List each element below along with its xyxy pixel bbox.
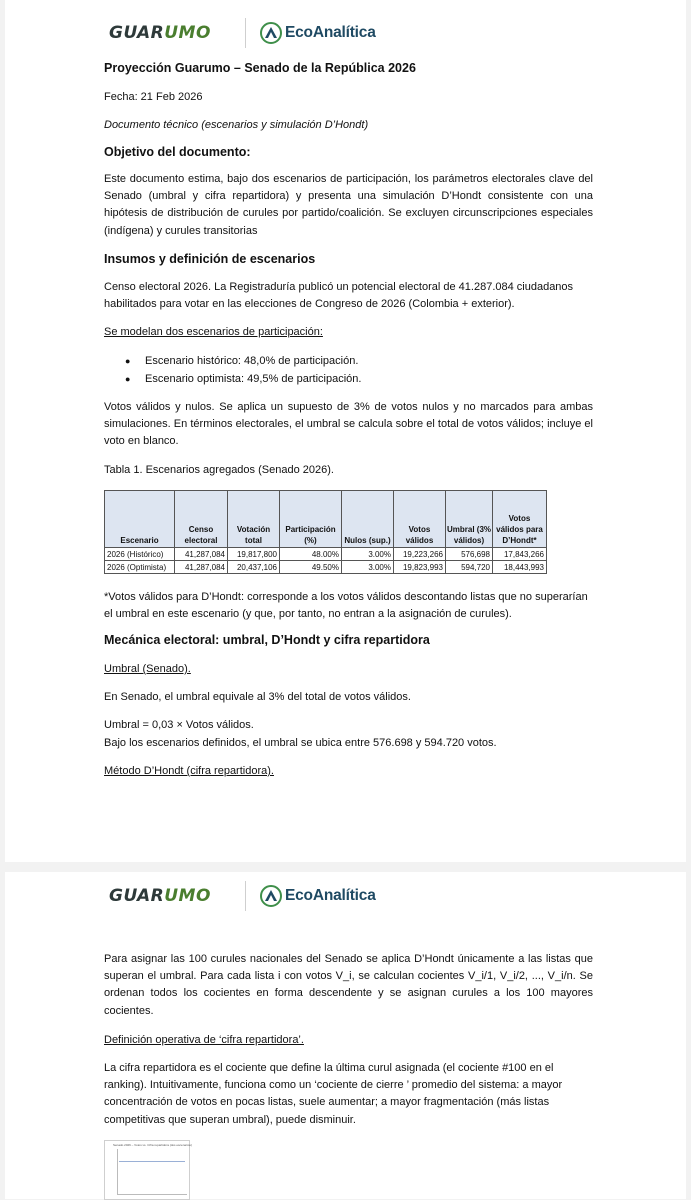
table-cell: 41,287,084 [175,561,228,574]
umbral-paragraph: En Senado, el umbral equivale al 3% del total de votos válidos. [104,691,411,703]
umbral-range: Bajo los escenarios definidos, el umbral se ubica entre 576.698 y 594.720 votos. [104,737,497,749]
table-cell: 18,443,993 [493,561,547,574]
dhondt-heading: Método D’Hondt (cifra repartidora). [104,765,274,777]
table-cell: 49.50% [280,561,342,574]
table-cell: 594,720 [446,561,493,574]
table-header-cell: Votación total [228,491,280,548]
inputs-heading: Insumos y definición de escenarios [104,252,316,266]
document-date: Fecha: 21 Feb 2026 [104,91,203,103]
table-header-cell: Umbral (3% válidos) [446,491,493,548]
table-cell: 3.00% [342,548,394,561]
table-row [105,548,547,561]
bullet-item: ● Escenario histórico: 48,0% de participación. [125,353,358,370]
chart-title: Senado 2026 – Votos vs. Cifra repartidora (dos escenarios) [113,1143,192,1147]
table-header-cell: Nulos (sup.) [342,491,394,548]
table-cell: 3.00% [342,561,394,574]
table-header-cell: Votos válidos [394,491,446,548]
table-cell: 48.00% [280,548,342,561]
ecoanalitica-logo: EcoAnalítica [260,22,376,44]
header-logos [109,17,376,49]
guarumo-logo: GUAR UMO [109,23,211,43]
table-header-cell: Votos válidos para D’Hondt* [493,491,547,548]
table-cell: 20,437,106 [228,561,280,574]
valid-votes-paragraph: Votos válidos y nulos. Se aplica un supuesto de 3% de votos nulos y no marcados para ambas simulaciones. En términos electorales, el umbral se calcula sobre el total de votos válidos; incluye el voto en blanco. [104,401,593,448]
table-cell: 19,223,266 [394,548,446,561]
table-header-cell: Censo electoral [175,491,228,548]
table-cell: 576,698 [446,548,493,561]
ecoanalitica-logo: EcoAnalítica [260,885,376,907]
table-cell: 17,843,266 [493,548,547,561]
table-cell: 2026 (Histórico) [105,548,175,561]
cifra-heading: Definición operativa de ‘cifra repartidora’. [104,1034,304,1046]
table-cell: 2026 (Optimista) [105,561,175,574]
logo-divider [245,18,246,48]
objective-paragraph: Este documento estima, bajo dos escenarios de participación, los parámetros electorales clave del Senado (umbral y cifra repartidora) y presenta una simulación D’Hondt consistente con una hipótesis de distribución de curules por partido/coalición. Se excluyen circunscripciones especiales (indígena) y curules transitorias [104,173,593,237]
umbral-heading: Umbral (Senado). [104,663,191,675]
census-paragraph: Censo electoral 2026. La Registraduría publicó un potencial electoral de 41.287.084 ciudadanos habilitados para votar en las elecciones de Congreso de 2026 (Colombia + exterior). [104,281,574,311]
ecoanalitica-mark-icon [260,885,282,907]
header-logos [109,880,376,912]
chart-thumbnail [104,1140,190,1200]
table-header-row [105,491,547,548]
document-subtitle: Documento técnico (escenarios y simulación D’Hondt) [104,119,369,131]
table-cell: 41,287,084 [175,548,228,561]
table-row [105,561,547,574]
table-cell: 19,823,993 [394,561,446,574]
bullet-item: ● Escenario optimista: 49,5% de participación. [125,371,361,388]
chart-axes [117,1149,187,1195]
document-title: Proyección Guarumo – Senado de la República 2026 [104,61,416,75]
logo-divider [245,881,246,911]
objective-heading: Objetivo del documento: [104,145,251,159]
scenarios-table [104,490,547,574]
cifra-paragraph: La cifra repartidora es el cociente que define la última curul asignada (el cociente #100 en el ranking). Intuitivamente, funciona como un ‘cociente de cierre ’ promedio del sistema: a mayor concentración de votos en pocas listas, suele aumentar; a mayor fragmentación (más listas competitivas que superan umbral), puede disminuir. [104,1062,563,1126]
table-header-cell: Participación (%) [280,491,342,548]
bullet-dot-icon: ● [125,356,131,366]
mechanics-heading: Mecánica electoral: umbral, D’Hondt y cifra repartidora [104,633,430,647]
dhondt-paragraph: Para asignar las 100 curules nacionales del Senado se aplica D’Hondt únicamente a las listas que superan el umbral. Para cada lista i con votos V_i, se calculan cocientes V_i/1, V_i/2, ..., V_i/n. Se ordenan todos los cocientes en forma descendente y se asignan curules a los 100 mayores cocientes. [104,953,593,1017]
guarumo-logo: GUAR UMO [109,886,211,906]
document-page-1 [5,0,686,862]
chart-series-line [119,1161,185,1162]
table-caption: Tabla 1. Escenarios agregados (Senado 2026). [104,464,334,476]
table-header-cell: Escenario [105,491,175,548]
document-page-2 [5,872,686,1199]
umbral-formula: Umbral = 0,03 × Votos válidos. [104,719,254,731]
table-cell: 19,817,800 [228,548,280,561]
ecoanalitica-mark-icon [260,22,282,44]
bullet-dot-icon: ● [125,374,131,384]
table-note: *Votos válidos para D’Hondt: corresponde a los votos válidos descontando listas que no superarían el umbral en este escenario (y que, por tanto, no entran a la asignación de curules). [104,591,588,621]
scenarios-intro: Se modelan dos escenarios de participación: [104,326,323,338]
